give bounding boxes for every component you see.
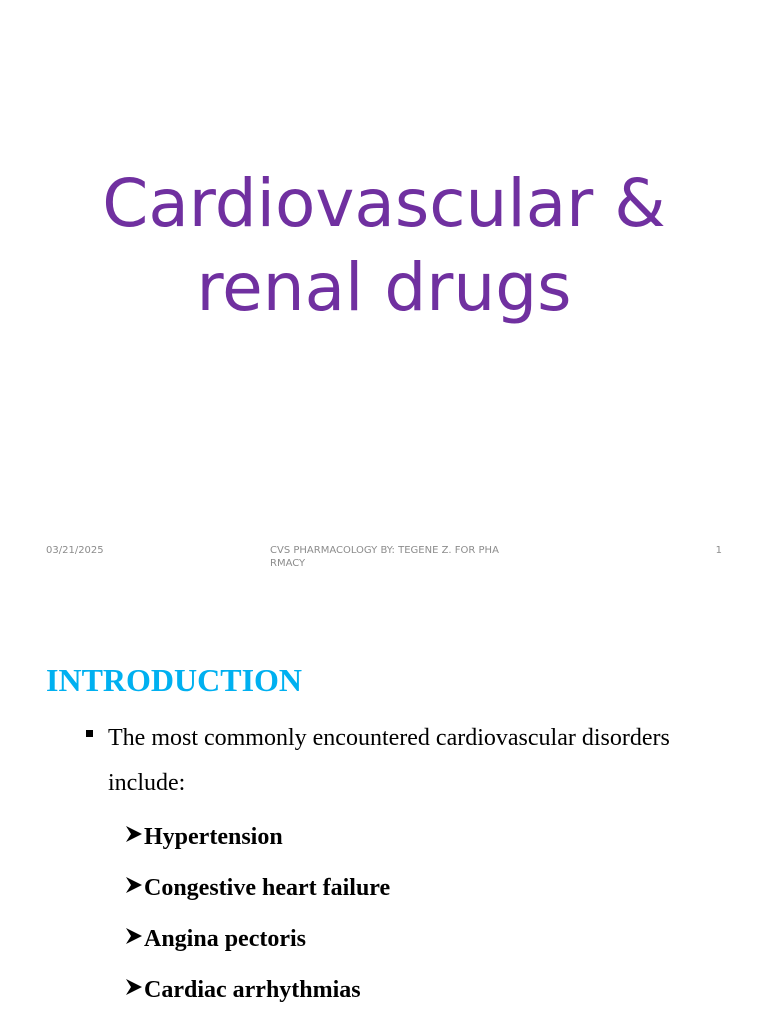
footer-date: 03/21/2025 xyxy=(46,545,104,556)
title-line-1: Cardiovascular & xyxy=(102,165,666,242)
footer-center-text: CVS PHARMACOLOGY BY: TEGENE Z. FOR PHARMACY xyxy=(270,545,499,569)
title-line-2: renal drugs xyxy=(196,249,572,326)
arrow-bullet-icon xyxy=(124,977,144,997)
list-item xyxy=(124,812,390,863)
list-item-label: Congestive heart failure xyxy=(144,875,391,901)
slide-title xyxy=(40,162,728,330)
list-item xyxy=(124,863,390,914)
disorder-list xyxy=(124,812,390,1016)
list-item-label: Angina pectoris xyxy=(144,926,306,952)
section-heading: INTRODUCTION xyxy=(46,662,303,698)
list-item-label: Cardiac arrhythmias xyxy=(144,977,361,1003)
bullet-text: The most commonly encountered cardiovascular disorders include: xyxy=(108,725,670,796)
footer-page-number: 1 xyxy=(715,545,722,556)
list-item-label: Hypertension xyxy=(144,824,283,850)
arrow-bullet-icon xyxy=(124,875,144,895)
list-item xyxy=(124,965,390,1016)
list-item xyxy=(124,914,390,965)
arrow-bullet-icon xyxy=(124,824,144,844)
square-bullet-icon xyxy=(86,730,93,737)
arrow-bullet-icon xyxy=(124,926,144,946)
